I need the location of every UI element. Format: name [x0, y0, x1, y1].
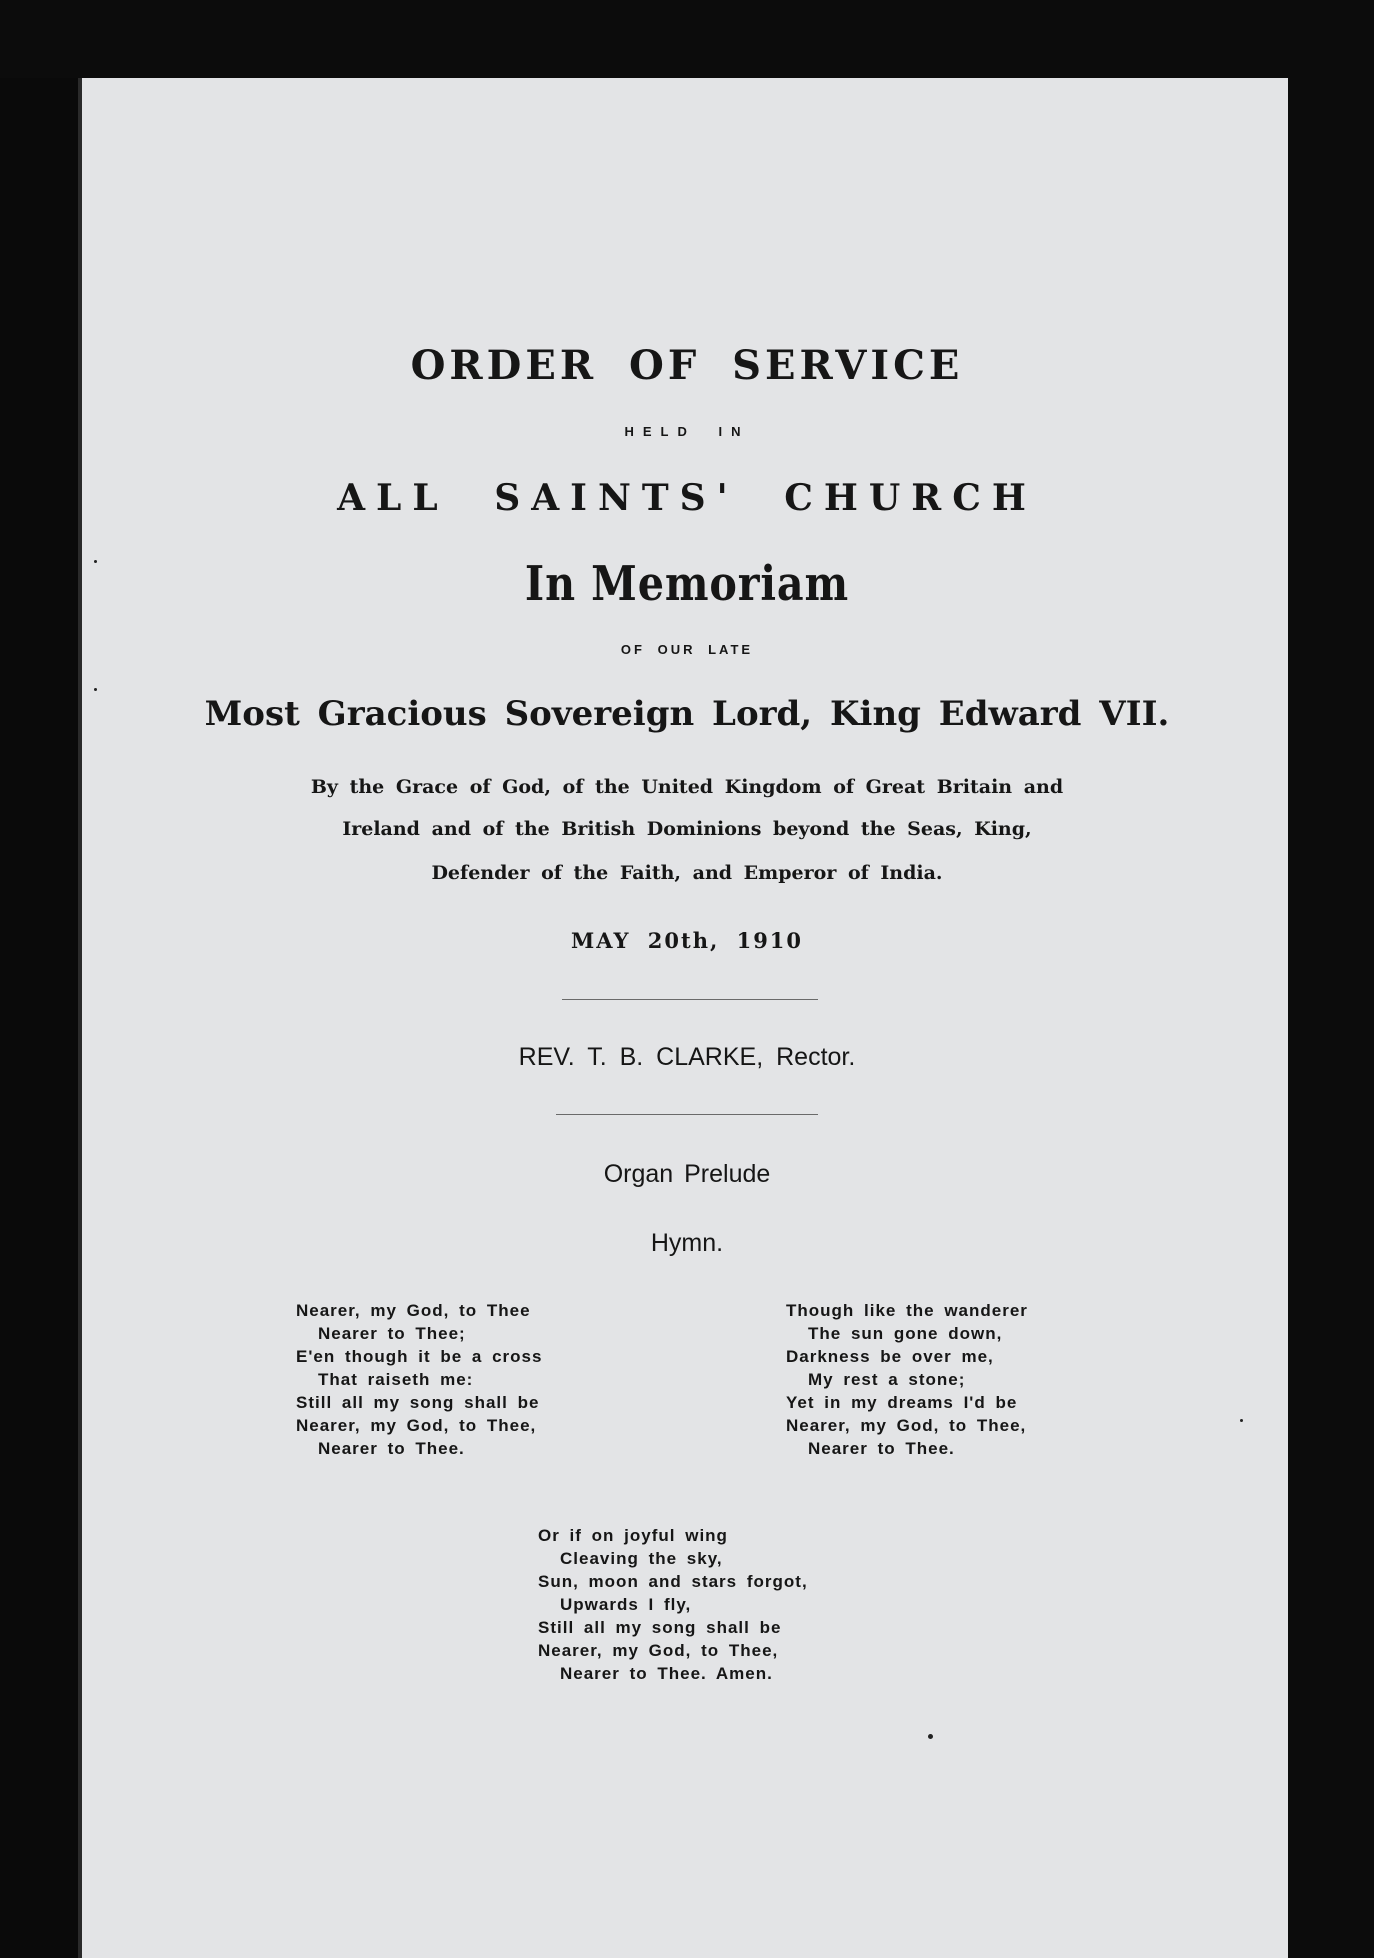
sovereign-name: Most Gracious Sovereign Lord, King Edward VII.: [204, 694, 1170, 734]
verse-line: The sun gone down,: [808, 1324, 1003, 1343]
rector-line: REV. T. B. CLARKE, Rector.: [518, 1043, 856, 1071]
verse-line: Nearer to Thee. Amen.: [560, 1664, 773, 1683]
verse-line: Nearer to Thee;: [318, 1324, 466, 1343]
verse-line: My rest a stone;: [808, 1370, 966, 1389]
verse-line: Or if on joyful wing: [538, 1526, 728, 1545]
verse-line: E'en though it be a cross: [296, 1347, 543, 1366]
verse-line: Nearer, my God, to Thee,: [296, 1416, 537, 1435]
verse-line: Upwards I fly,: [560, 1595, 692, 1614]
grace-line-2: Ireland and of the British Dominions beyond the Seas, King,: [342, 818, 1032, 840]
grace-line-3: Defender of the Faith, and Emperor of India.: [431, 862, 943, 884]
hymn-verse-2: [786, 1299, 1028, 1460]
verse-line: That raiseth me:: [318, 1370, 474, 1389]
verse-line: Nearer to Thee.: [318, 1439, 465, 1458]
ink-speck: [94, 560, 97, 563]
service-date: MAY 20th, 1910: [570, 928, 804, 953]
hymn-verse-1: [296, 1299, 542, 1460]
verse-line: Still all my song shall be: [296, 1393, 540, 1412]
service-title: ORDER OF SERVICE: [410, 342, 964, 389]
verse-line: Nearer, my God, to Thee: [296, 1301, 531, 1320]
verse-line: Darkness be over me,: [786, 1347, 994, 1366]
verse-line: Cleaving the sky,: [560, 1549, 723, 1568]
grace-line-1: By the Grace of God, of the United Kingdom of Great Britain and: [310, 776, 1064, 798]
verse-line: Still all my song shall be: [538, 1618, 782, 1637]
verse-line: Nearer to Thee.: [808, 1439, 955, 1458]
ink-speck: [1240, 1419, 1243, 1422]
hymn-verse-3: [538, 1524, 808, 1685]
divider-rule-bottom: [556, 1114, 818, 1115]
church-name: ALL SAINTS' CHURCH: [337, 477, 1037, 519]
of-our-late-label: OF OUR LATE: [620, 642, 754, 657]
ink-speck: [94, 688, 97, 691]
verse-line: Sun, moon and stars forgot,: [538, 1572, 808, 1591]
hymn-title: Hymn.: [650, 1229, 724, 1257]
verse-line: Nearer, my God, to Thee,: [786, 1416, 1027, 1435]
in-memoriam-heading: In Memoriam: [524, 556, 850, 612]
divider-rule-top: [562, 999, 818, 1000]
verse-line: Nearer, my God, to Thee,: [538, 1641, 779, 1660]
held-in-label: HELD IN: [624, 424, 750, 439]
organ-prelude: Organ Prelude: [603, 1160, 771, 1188]
verse-line: Yet in my dreams I'd be: [786, 1393, 1018, 1412]
verse-line: Though like the wanderer: [786, 1301, 1028, 1320]
ink-speck: [928, 1734, 933, 1739]
